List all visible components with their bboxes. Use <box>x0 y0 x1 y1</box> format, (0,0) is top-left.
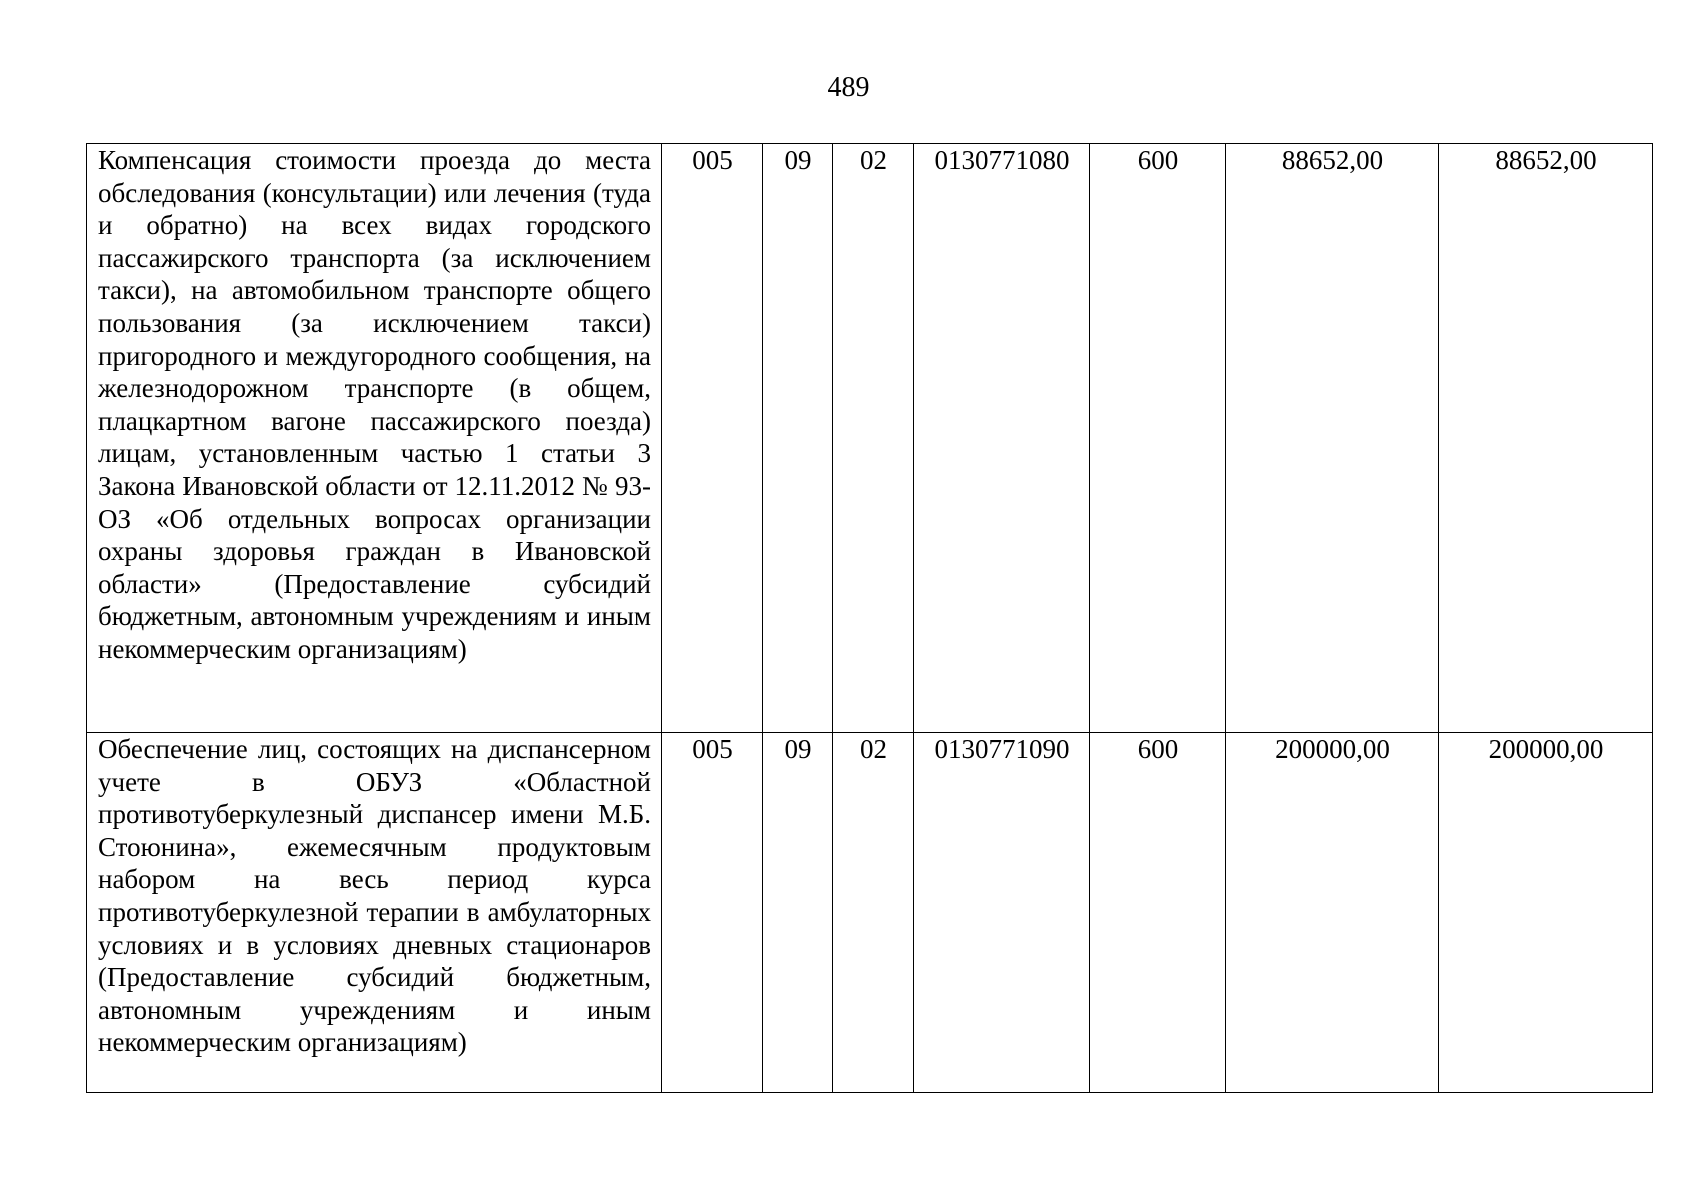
expense-type-code: 600 <box>1090 144 1226 733</box>
target-article-code: 0130771090 <box>914 733 1090 1093</box>
subsection-code: 02 <box>833 733 914 1093</box>
table-row <box>87 144 1653 733</box>
amount-first: 200000,00 <box>1226 733 1439 1093</box>
section-code: 09 <box>763 733 833 1093</box>
budget-table <box>86 143 1653 1093</box>
amount-second: 200000,00 <box>1439 733 1653 1093</box>
row-description: Компенсация стоимости проезда до места обследования (консультации) или лечения (туда и обратно) на всех видах городского пассажирского транспорта (за исключением такси), на автомобильном транспорте общего пользования (за исключением такси) пригородного и междугородного сообщения, на железнодорожном транспорте (в общем, плацкартном вагоне пассажирского поезда) лицам, установленным частью 1 статьи 3 Закона Ивановской области от 12.11.2012 № 93-ОЗ «Об отдельных вопросах организации охраны здоровья граждан в Ивановской области» (Предоставление субсидий бюджетным, автономным учреждениям и иным некоммерческим организациям) <box>98 145 651 664</box>
ministry-code: 005 <box>662 733 763 1093</box>
amount-second: 88652,00 <box>1439 144 1653 733</box>
table-row <box>87 733 1653 1093</box>
section-code: 09 <box>763 144 833 733</box>
page-number: 489 <box>827 72 870 103</box>
row-description-cell <box>87 144 662 733</box>
amount-first: 88652,00 <box>1226 144 1439 733</box>
ministry-code: 005 <box>662 144 763 733</box>
subsection-code: 02 <box>833 144 914 733</box>
row-description-cell <box>87 733 662 1093</box>
row-description: Обеспечение лиц, состоящих на диспансерном учете в ОБУЗ «Областной противотуберкулезный диспансер имени М.Б. Стоюнина», ежемесячным продуктовым набором на весь период курса противотуберкулезной терапии в амбулаторных условиях и в условиях дневных стационаров (Предоставление субсидий бюджетным, автономным учреждениям и иным некоммерческим организациям) <box>98 734 651 1058</box>
target-article-code: 0130771080 <box>914 144 1090 733</box>
expense-type-code: 600 <box>1090 733 1226 1093</box>
